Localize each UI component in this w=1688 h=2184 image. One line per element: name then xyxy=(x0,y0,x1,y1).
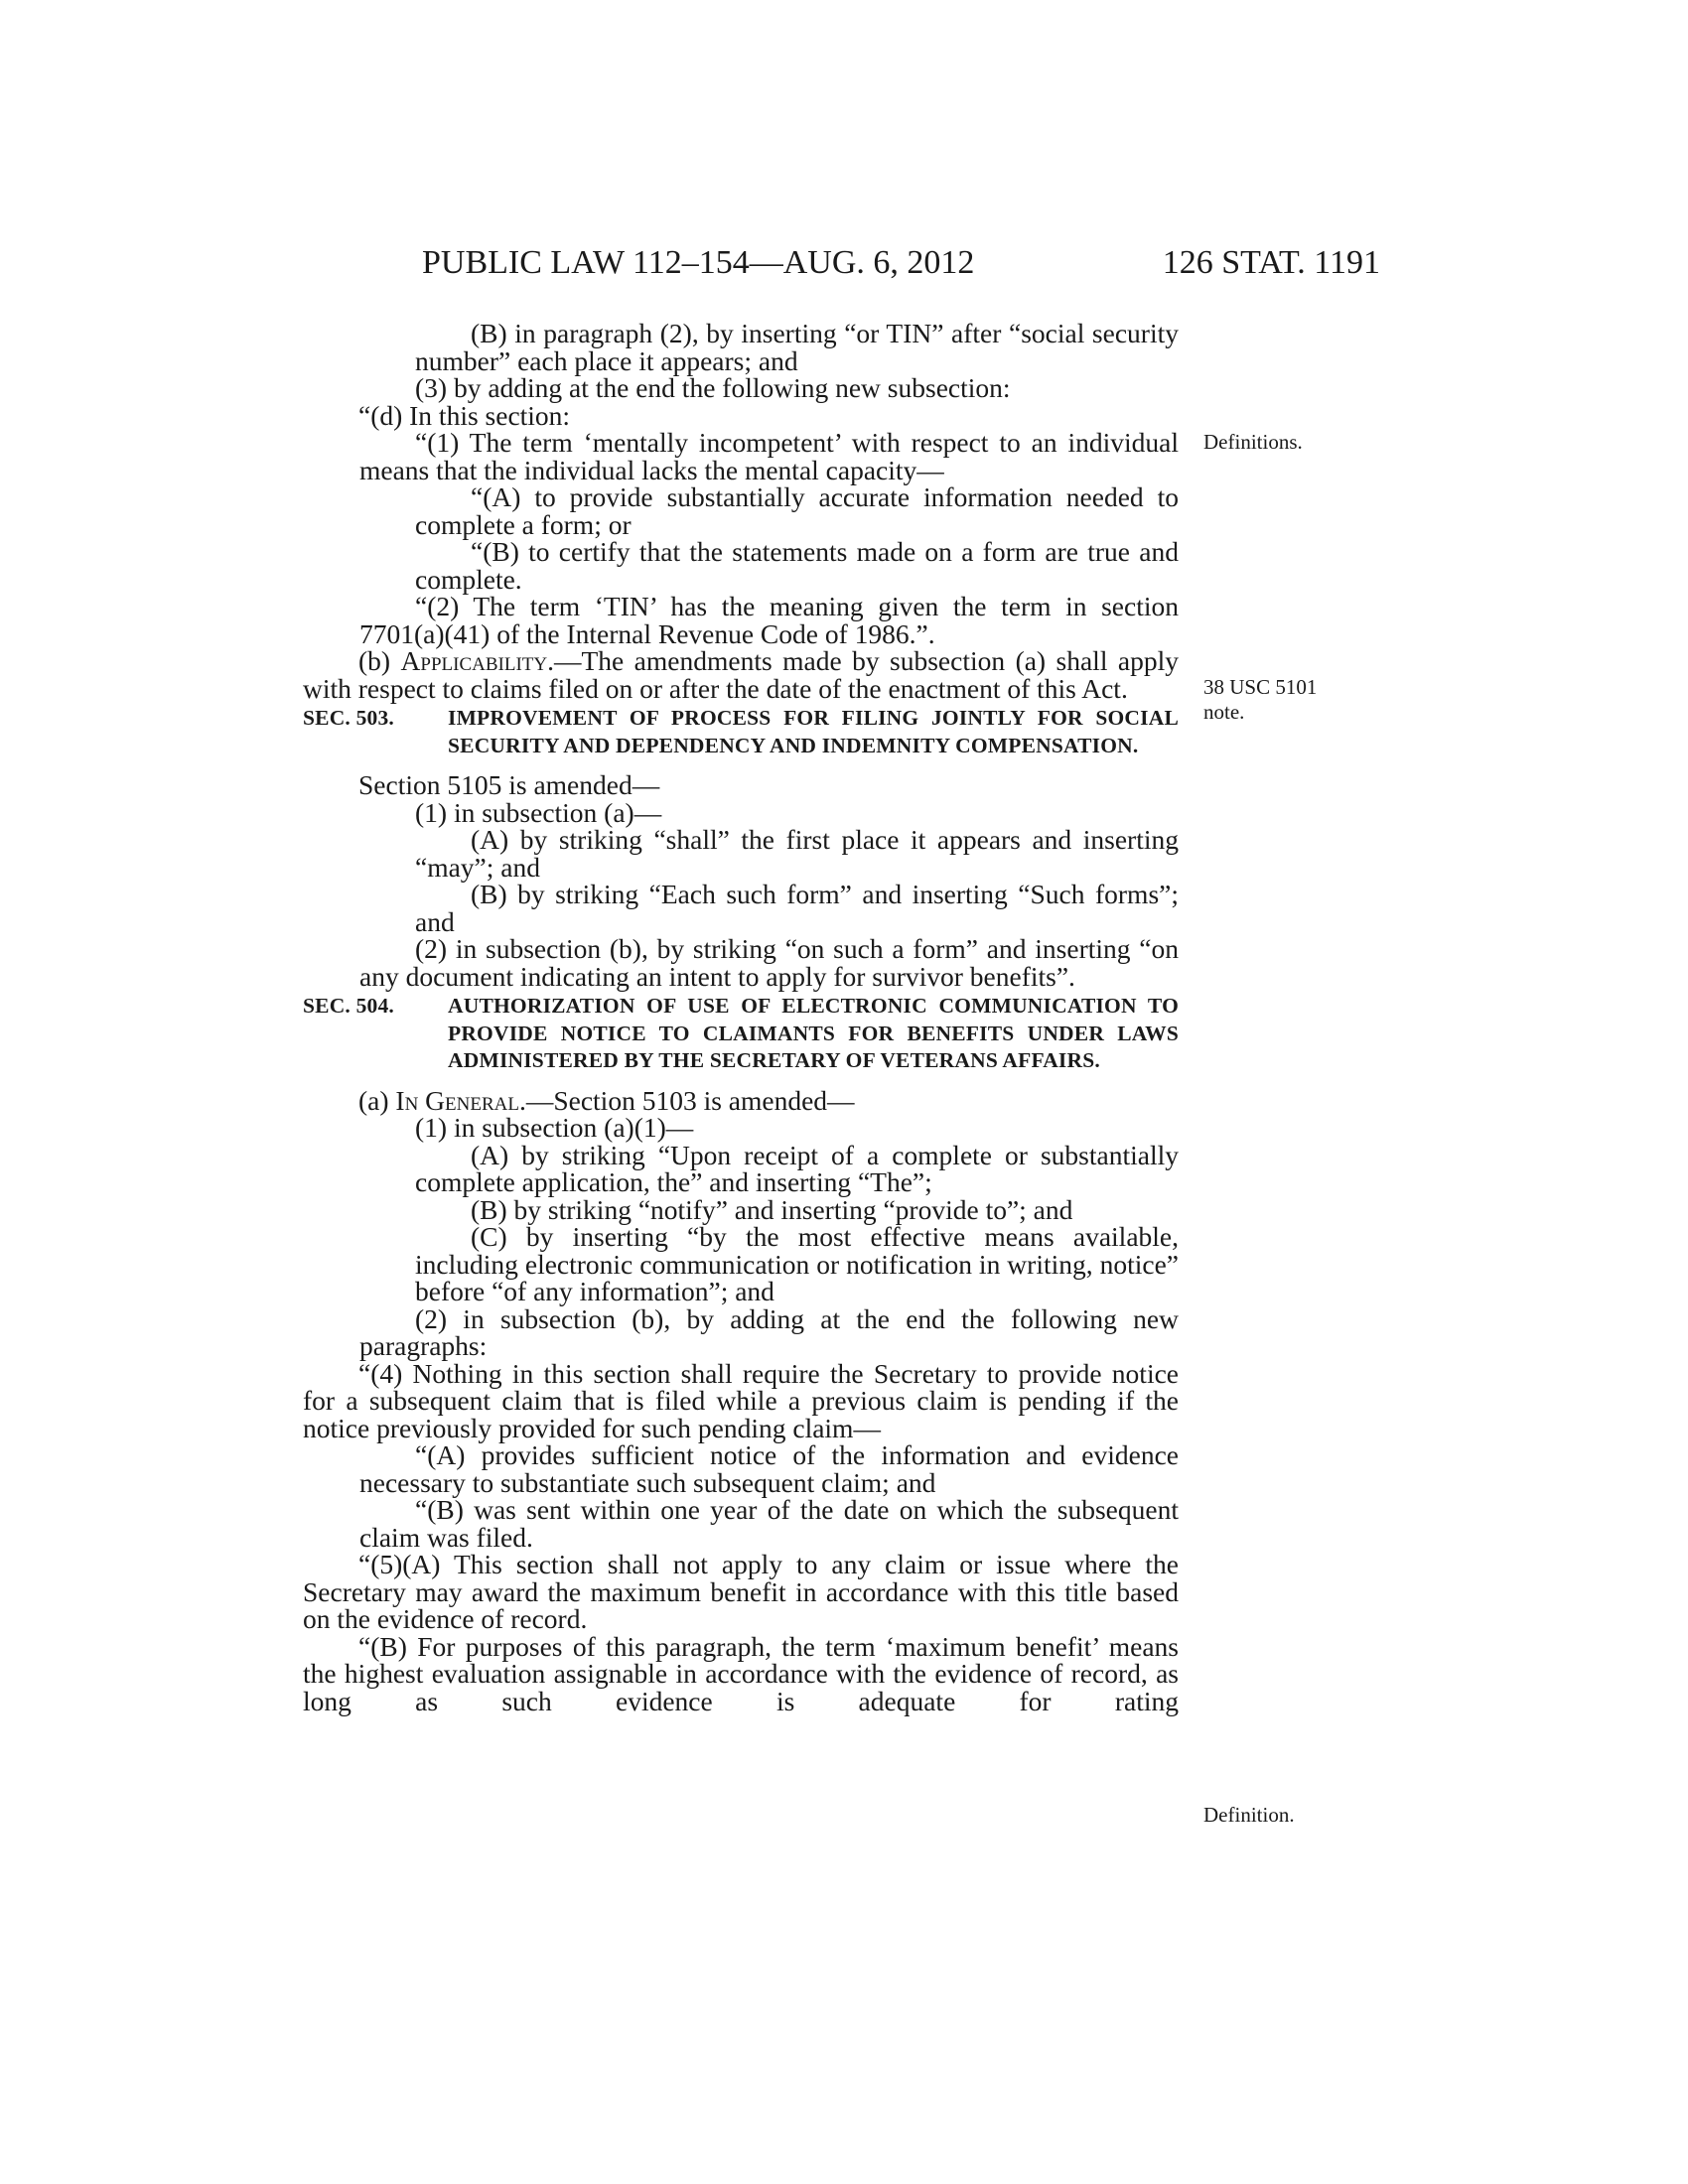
section-title: IMPROVEMENT OF PROCESS FOR FILING JOINTLY FOR SOCIAL SECURITY AND DEPENDENCY AND INDEMNITY COMPENSATION. xyxy=(448,706,1179,757)
paragraph: “(1) The term ‘mentally incompetent’ with respect to an individual means that the individual lacks the mental capacity— xyxy=(359,427,1179,485)
paragraph: “(4) Nothing in this section shall require the Secretary to provide notice for a subsequent claim that is filed while a previous claim is pending if the notice previously provided for such pending claim— xyxy=(303,1357,1179,1443)
paragraph: “(A) provides sufficient notice of the information and evidence necessary to substantiate such subsequent claim; and xyxy=(359,1439,1179,1498)
paragraph: “(B) to certify that the statements made on a form are true and complete. xyxy=(415,536,1179,595)
paragraph: (3) by adding at the end the following new subsection: xyxy=(415,372,1011,403)
margin-note-usc-line2: note. xyxy=(1203,700,1245,724)
page-header xyxy=(422,243,1380,283)
statute-body xyxy=(303,320,1179,1714)
paragraph: Section 5105 is amended— xyxy=(358,769,660,800)
paragraph: (A) by striking “shall” the first place it appears and inserting “may”; and xyxy=(415,824,1179,883)
section-title: AUTHORIZATION OF USE OF ELECTRONIC COMMUNICATION TO PROVIDE NOTICE TO CLAIMANTS FOR BENEFITS UNDER LAWS ADMINISTERED BY THE SECRETARY OF VETERANS AFFAIRS. xyxy=(448,994,1179,1072)
paragraph: (2) in subsection (b), by striking “on such a form” and inserting “on any document indicating an intent to apply for survivor benefits”. xyxy=(359,933,1179,992)
paragraph: “(5)(A) This section shall not apply to any claim or issue where the Secretary may award the maximum benefit in accordance with this title based on the evidence of record. xyxy=(303,1549,1179,1634)
paragraph-label: (b) xyxy=(358,645,401,676)
section-heading-503 xyxy=(303,705,1179,759)
section-heading-504 xyxy=(303,993,1179,1075)
margin-note-definition: Definition. xyxy=(1203,1803,1295,1827)
paragraph-in-general xyxy=(303,1084,1179,1116)
paragraph: (C) by inserting “by the most effective means available, including electronic communication or notification in writing, notice” before “of any information”; and xyxy=(415,1221,1179,1306)
section-number: SEC. 503. xyxy=(303,706,394,730)
statute-citation: 126 STAT. 1191 xyxy=(1162,244,1380,281)
paragraph: (1) in subsection (a)(1)— xyxy=(415,1112,694,1143)
paragraph: (1) in subsection (a)— xyxy=(415,796,662,828)
section-number: SEC. 504. xyxy=(303,994,394,1018)
paragraph: “(B) For purposes of this paragraph, the term ‘maximum benefit’ means the highest evaluation assignable in accordance with the evidence of record, as long as such evidence is adequate for rating xyxy=(303,1630,1179,1716)
paragraph: “(B) was sent within one year of the date on which the subsequent claim was filed. xyxy=(359,1494,1179,1553)
paragraph: (B) in paragraph (2), by inserting “or TIN” after “social security number” each place it appears; and xyxy=(415,318,1179,376)
margin-note-usc-line1: 38 USC 5101 xyxy=(1203,675,1318,699)
caption-in-general: In General xyxy=(395,1084,519,1116)
paragraph-label: (a) xyxy=(358,1084,396,1116)
running-head: PUBLIC LAW 112–154—AUG. 6, 2012 xyxy=(422,244,975,281)
paragraph: (2) in subsection (b), by adding at the end the following new paragraphs: xyxy=(359,1302,1179,1361)
paragraph: “(A) to provide substantially accurate information needed to complete a form; or xyxy=(415,481,1179,540)
margin-note-definitions: Definitions. xyxy=(1203,430,1303,454)
paragraph: (B) by striking “Each such form” and inserting “Such forms”; and xyxy=(415,879,1179,937)
paragraph-text: .—The amendments made by subsection (a) shall apply with respect to claims filed on or after the date of the enactment of this Act. xyxy=(303,645,1179,704)
caption-applicability: Applicability xyxy=(400,645,548,676)
paragraph: “(2) The term ‘TIN’ has the meaning given the term in section 7701(a)(41) of the Internal Revenue Code of 1986.”. xyxy=(359,591,1179,649)
paragraph-applicability xyxy=(303,647,1179,702)
paragraph: (B) by striking “notify” and inserting “provide to”; and xyxy=(471,1193,1073,1225)
paragraph: “(d) In this section: xyxy=(358,399,571,431)
paragraph-text: .—Section 5103 is amended— xyxy=(518,1084,855,1116)
paragraph: (A) by striking “Upon receipt of a complete or substantially complete application, the” and inserting “The”; xyxy=(415,1139,1179,1197)
